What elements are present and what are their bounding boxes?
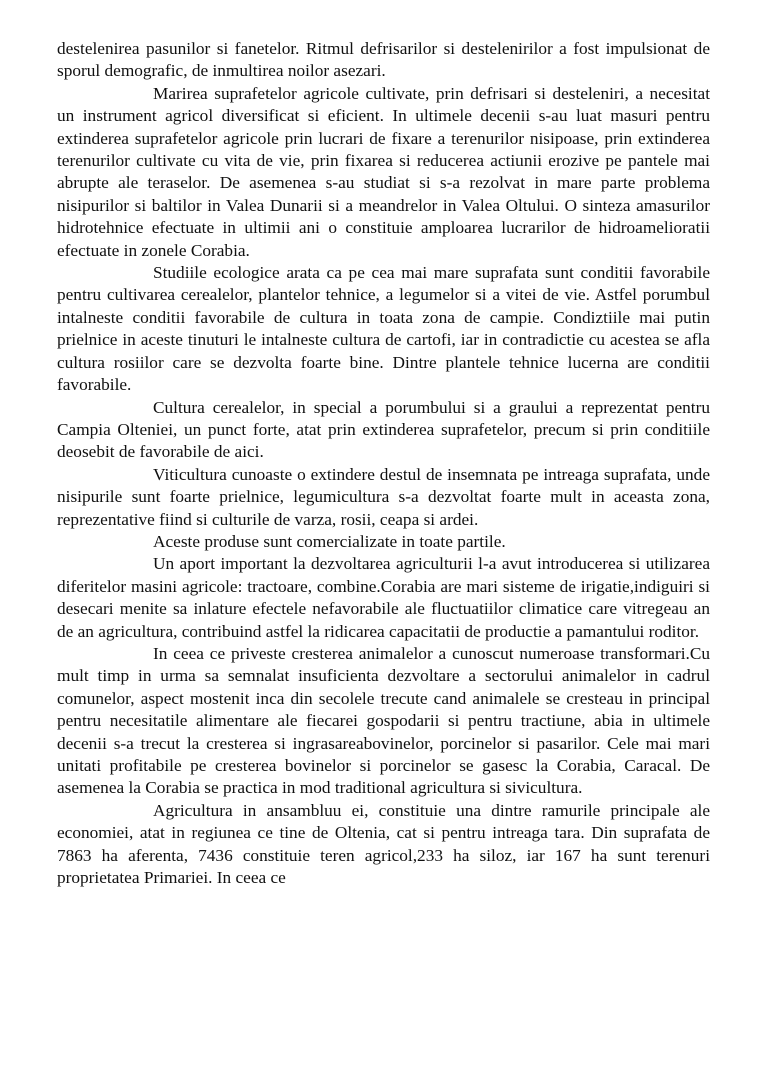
paragraph-animal-husbandry: In ceea ce priveste cresterea animalelor a cunoscut numeroase transformari.Cu mult timp in urma sa semnalat insuficienta dezvoltare a sectorului animalelor in cadrul comunelor, aspect mostenit inca din secolele trecute cand animalele se cresteau in principal pentru necesitatile alimentare ale fiecarei gospodarii si pentru tractiune, abia in ultimele decenii s-a trecut la cresterea si ingrasareabovinelor, porcinelor si pasarilor. Cele mai mari unitati profitabile pe cresterea bovinelor si porcinelor se gasesc la Corabia, Caracal. De asemenea la Corabia se practica in mod traditional agricultura si sivicultura. [57,643,710,798]
paragraph-viticulture: Viticultura cunoaste o extindere destul de insemnata pe intreaga suprafata, unde nisipurile sunt foarte prielnice, legumicultura s-a dezvoltat foarte mult in aceasta zona, reprezentative fiind si culturile de varza, rosii, ceapa si ardei. [57,464,710,529]
paragraph-agriculture-overall: Agricultura in ansambluu ei, constituie una dintre ramurile principale ale economiei, atat in regiunea ce tine de Oltenia, cat si pentru intreaga tara. Din suprafata de 7863 ha aferenta, 7436 constituie teren agricol,233 ha siloz, iar 167 ha sunt terenuri proprietatea Primariei. In ceea ce [57,800,710,888]
paragraph-continuation: destelenirea pasunilor si fanetelor. Ritmul defrisarilor si destelenirilor a fost impulsionat de sporul demografic, de inmultirea noilor asezari. [57,39,710,81]
document-page [57,38,710,889]
paragraph-agricultural-machinery: Un aport important la dezvoltarea agriculturii l-a avut introducerea si utilizarea diferitelor masini agricole: tractoare, combine.Corabia are mari sisteme de irigatie,indiguiri si desecari menite sa inlature efectele nefavorabile ale fluctuatiilor climatice care vitregeau an de an agricultura, contribuind astfel la ridicarea capacitatii de productie a pamantului roditor. [57,554,710,641]
paragraph-ecological-studies: Studiile ecologice arata ca pe cea mai mare suprafata sunt conditii favorabile pentru cultivarea cerealelor, plantelor tehnice, a legumelor si a vitei de vie. Astfel porumbul intalneste conditii favorabile de cultura in toata zona de campie. Condiztiile mai putin prielnice in aceste tinuturi le intalneste cultura de cartofi, iar in contradictie cu acestea se afla cultura rosiilor care se dezvolta foarte bine. Dintre plantele tehnice lucerna are conditii favorabile. [57,263,710,395]
paragraph-commercialization: Aceste produse sunt comercializate in toate partile. [153,531,506,551]
paragraph-cereal-culture: Cultura cerealelor, in special a porumbului si a graului a reprezentat pentru Campia Olteniei, un punct forte, atat prin extinderea suprafetelor, precum si prin conditiile deosebit de favorabile de aici. [57,397,710,462]
paragraph-agricultural-expansion: Marirea suprafetelor agricole cultivate, prin defrisari si desteleniri, a necesitat un instrument agricol diversificat si eficient. In ultimele decenii s-au luat masuri pentru extinderea suprafetelor agricole prin lucrari de fixare a terenurilor nisipoase, prin extinderea terenurilor cultivate cu vita de vie, prin fixarea si reducerea actiunii erozive pe pantele mai abrupte ale teraselor. De asemenea s-au studiat si s-a rezolvat in mare parte problema nisipurilor si baltilor in Valea Dunarii si a meandrelor in Valea Oltului. O sinteza amasurilor hidrotehnice efectuate in ultimii ani o constituie amploarea lucrarilor de hidroamelioratii efectuate in zonele Corabia. [57,83,710,260]
